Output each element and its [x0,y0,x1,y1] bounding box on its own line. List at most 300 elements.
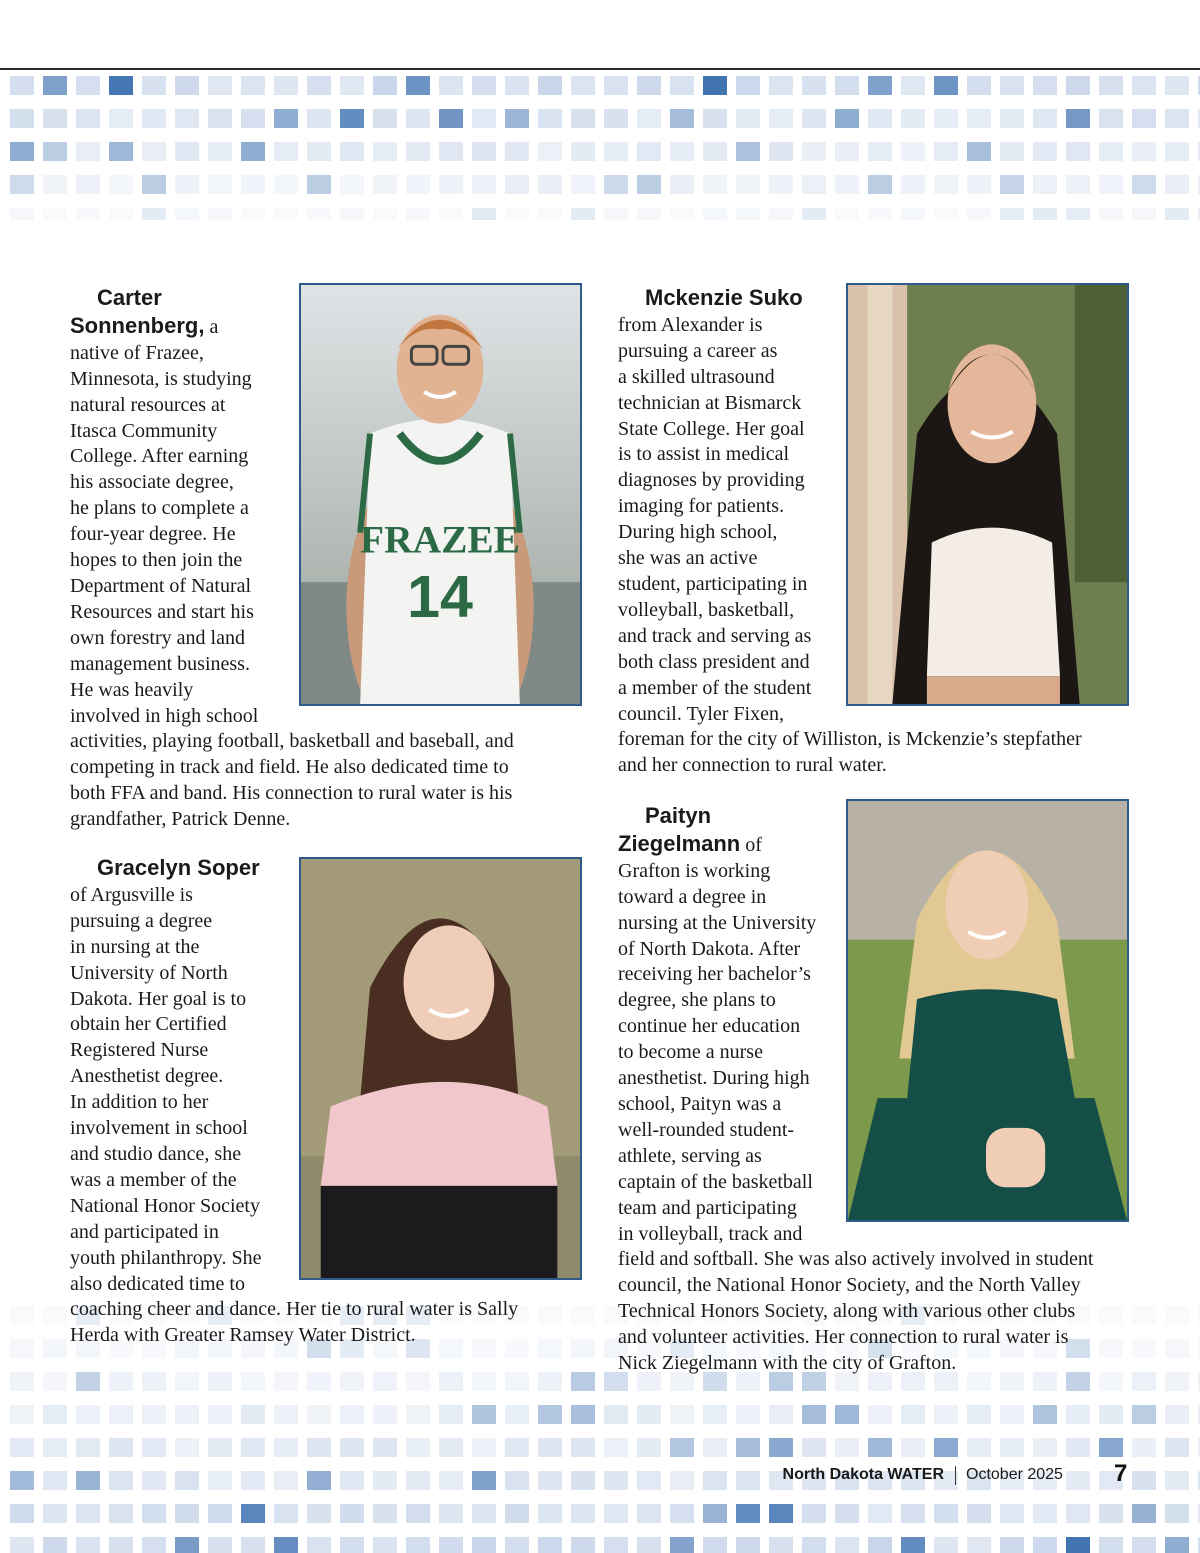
profile-text-line: obtain her Certified [70,1013,227,1036]
pattern-tile [505,1438,529,1457]
pattern-tile [307,109,331,128]
profile-text-line: captain of the basketball [618,1170,813,1193]
pattern-tile [373,1537,397,1553]
pattern-tile [109,76,133,95]
pattern-tile [670,175,694,194]
pattern-tile [670,109,694,128]
pattern-tile [439,1438,463,1457]
pattern-tile [43,76,67,95]
pattern-tile [439,76,463,95]
profile-text-line: activities, playing football, basketball and baseball, and [70,730,514,753]
profile-name-cont: Ziegelmann [618,830,741,856]
pattern-tile [142,109,166,128]
decorative-tile-pattern-top [0,70,1200,220]
profile-text-line: well-rounded student- [618,1118,795,1141]
pattern-tile [538,208,562,220]
pattern-tile [10,208,34,220]
profile-name: Gracelyn Soper [97,855,260,880]
pattern-tile [142,208,166,220]
pattern-tile [538,76,562,95]
pattern-tile [604,76,628,95]
pattern-tile [10,1339,34,1358]
pattern-tile [835,76,859,95]
pattern-tile [571,175,595,194]
pattern-tile [1066,175,1090,194]
pattern-tile [340,1372,364,1391]
pattern-tile [1000,1438,1024,1457]
pattern-tile [901,76,925,95]
pattern-tile [373,109,397,128]
pattern-tile [208,1537,232,1553]
pattern-tile [835,208,859,220]
pattern-tile [934,175,958,194]
pattern-tile [604,109,628,128]
pattern-tile [274,109,298,128]
pattern-tile [703,1537,727,1553]
pattern-tile [802,1537,826,1553]
pattern-tile [340,1438,364,1457]
pattern-tile [10,1504,34,1523]
pattern-tile [967,142,991,161]
pattern-tile [1033,1405,1057,1424]
profile-text-line: Resources and start his [70,600,254,623]
pattern-tile [142,1438,166,1457]
pattern-tile [1033,1438,1057,1457]
pattern-tile [505,142,529,161]
pattern-tile [208,175,232,194]
pattern-tile [1099,142,1123,161]
profile-text-line: a [209,315,219,338]
pattern-tile [175,1405,199,1424]
pattern-tile [406,175,430,194]
pattern-tile [76,109,100,128]
pattern-tile [439,1537,463,1553]
pattern-tile [769,1438,793,1457]
pattern-tile [406,1537,430,1553]
pattern-tile [439,208,463,220]
pattern-tile [934,1504,958,1523]
pattern-tile [604,1537,628,1553]
pattern-tile [1165,142,1189,161]
pattern-tile [835,1405,859,1424]
pattern-tile [835,175,859,194]
pattern-tile [43,142,67,161]
pattern-tile [967,1504,991,1523]
profile-text-line: anesthetist. During high [618,1067,810,1090]
jersey-text: FRAZEE [360,517,520,562]
pattern-tile [637,1438,661,1457]
pattern-tile [967,1537,991,1553]
pattern-tile [109,1372,133,1391]
profile-name: Carter [97,285,162,310]
pattern-tile [373,208,397,220]
profile-text-line: technician at Bismarck [618,391,802,414]
pattern-tile [703,109,727,128]
pattern-tile [1099,1504,1123,1523]
pattern-tile [307,1504,331,1523]
pattern-tile [76,1438,100,1457]
pattern-tile [208,109,232,128]
pattern-tile [505,175,529,194]
profile-text-line: Anesthetist degree. [70,1065,224,1088]
profile-text-line: pursuing a degree [70,909,213,932]
profile-gracelyn-soper [70,855,590,1349]
pattern-tile [307,175,331,194]
pattern-tile [373,1405,397,1424]
pattern-tile [967,76,991,95]
pattern-tile [637,1504,661,1523]
pattern-tile [241,208,265,220]
profile-text-line: coaching cheer and dance. Her tie to rural water is Sally [70,1298,519,1321]
pattern-tile [868,1504,892,1523]
profile-text-line: Nick Ziegelmann with the city of Grafton. [618,1352,957,1375]
pattern-tile [736,208,760,220]
pattern-tile [1165,1537,1189,1553]
profile-text-line: is to assist in medical [618,443,790,466]
pattern-tile [571,1537,595,1553]
profile-text-line: both class president and [618,650,810,673]
pattern-tile [1066,1504,1090,1523]
pattern-tile [604,1438,628,1457]
profile-text-line: toward a degree in [618,885,767,908]
pattern-tile [10,1405,34,1424]
pattern-tile [241,142,265,161]
pattern-tile [1066,1405,1090,1424]
profile-name-cont: Sonnenberg, [70,312,205,338]
pattern-tile [10,142,34,161]
profile-text-line: a skilled ultrasound [618,365,775,388]
pattern-tile [109,1504,133,1523]
profile-text-line: school, Paityn was a [618,1092,782,1115]
pattern-tile [769,1537,793,1553]
pattern-tile [109,109,133,128]
profile-name: Paityn [645,803,712,828]
pattern-tile [769,109,793,128]
profile-text-line: council, the National Honor Society, and the North Valley [618,1274,1081,1297]
page-footer [0,1462,1200,1492]
pattern-tile [1165,1372,1189,1391]
pattern-tile [241,1438,265,1457]
pattern-tile [1099,1438,1123,1457]
pattern-tile [76,1504,100,1523]
pattern-tile [736,1504,760,1523]
pattern-tile [571,109,595,128]
profile-text-line: a member of the student [618,676,812,699]
pattern-tile [1000,175,1024,194]
pattern-tile [76,208,100,220]
pattern-tile [1132,1438,1156,1457]
pattern-tile [241,76,265,95]
profile-lines [618,859,1158,1377]
pattern-tile [670,1438,694,1457]
profile-text-line: and volunteer activities. Her connection to rural water is [618,1326,1069,1349]
pattern-tile [769,1405,793,1424]
profile-text-line: grandfather, Patrick Denne. [70,808,291,831]
pattern-tile [901,1438,925,1457]
pattern-tile [274,175,298,194]
pattern-tile [1165,1405,1189,1424]
pattern-tile [175,208,199,220]
pattern-tile [967,208,991,220]
pattern-tile [175,1504,199,1523]
pattern-tile [109,1405,133,1424]
pattern-tile [1000,1504,1024,1523]
pattern-tile [472,1504,496,1523]
pattern-tile [1165,1438,1189,1457]
profile-text-line: in volleyball, track and [618,1222,803,1245]
profile-text-line: from Alexander is [618,313,763,336]
profile-text-line: and studio dance, she [70,1142,242,1165]
pattern-tile [802,1405,826,1424]
profile-name: Mckenzie Suko [645,285,803,310]
pattern-tile [538,1372,562,1391]
profile-text-line: Registered Nurse [70,1039,209,1062]
pattern-tile [241,109,265,128]
pattern-tile [373,76,397,95]
pattern-tile [703,1504,727,1523]
profile-text-line: team and participating [618,1196,797,1219]
profile-text-line: his associate degree, [70,471,234,494]
pattern-tile [1165,76,1189,95]
pattern-tile [340,175,364,194]
pattern-tile [406,142,430,161]
pattern-tile [670,142,694,161]
pattern-tile [670,1537,694,1553]
pattern-tile [109,175,133,194]
pattern-tile [868,109,892,128]
pattern-tile [274,1438,298,1457]
pattern-tile [142,1405,166,1424]
pattern-tile [802,208,826,220]
pattern-tile [604,175,628,194]
pattern-tile [1066,1537,1090,1553]
pattern-tile [967,1405,991,1424]
pattern-tile [472,1438,496,1457]
pattern-tile [967,1438,991,1457]
pattern-tile [505,1504,529,1523]
pattern-tile [769,76,793,95]
pattern-tile [1099,1537,1123,1553]
pattern-tile [76,142,100,161]
pattern-tile [1132,1504,1156,1523]
pattern-tile [538,142,562,161]
pattern-tile [901,109,925,128]
profile-lines [618,313,1158,779]
pattern-tile [241,1537,265,1553]
pattern-tile [571,1438,595,1457]
pattern-tile [10,109,34,128]
pattern-tile [637,208,661,220]
pattern-tile [835,109,859,128]
pattern-tile [703,1405,727,1424]
pattern-tile [175,76,199,95]
pattern-tile [274,76,298,95]
pattern-tile [76,1537,100,1553]
pattern-tile [1132,142,1156,161]
pattern-tile [340,1504,364,1523]
pattern-tile [802,1438,826,1457]
pattern-tile [175,109,199,128]
pattern-tile [835,1504,859,1523]
pattern-tile [637,109,661,128]
pattern-tile [934,1405,958,1424]
pattern-tile [868,175,892,194]
pattern-tile [340,76,364,95]
pattern-tile [868,1537,892,1553]
pattern-tile [439,175,463,194]
pattern-tile [637,1405,661,1424]
profile-text-line: and participated in [70,1220,219,1243]
pattern-tile [142,142,166,161]
pattern-tile [43,175,67,194]
pattern-tile [109,142,133,161]
pattern-tile [10,76,34,95]
profile-text-line: continue her education [618,1015,801,1038]
pattern-tile [1033,175,1057,194]
pattern-tile [670,1405,694,1424]
pattern-tile [703,175,727,194]
profile-text-line: native of Frazee, [70,341,204,364]
pattern-tile [934,109,958,128]
pattern-tile [43,1372,67,1391]
profile-text-line: National Honor Society [70,1194,260,1217]
pattern-tile [142,76,166,95]
pattern-tile [505,1537,529,1553]
pattern-tile [835,1438,859,1457]
pattern-tile [1165,109,1189,128]
profile-text-line: He was heavily [70,678,194,701]
pattern-tile [802,175,826,194]
pattern-tile [1099,76,1123,95]
pattern-tile [10,1537,34,1553]
pattern-tile [637,1537,661,1553]
pattern-tile [1066,1438,1090,1457]
profile-text-line: nursing at the University [618,911,817,934]
pattern-tile [142,1372,166,1391]
pattern-tile [1066,142,1090,161]
profile-text-line: Technical Honors Society, along with various other clubs [618,1300,1076,1323]
pattern-tile [604,142,628,161]
profile-mckenzie-suko [618,285,1158,779]
pattern-tile [868,1438,892,1457]
pattern-tile [241,1405,265,1424]
pattern-tile [43,1438,67,1457]
profile-lines [70,883,590,1349]
pattern-tile [1033,76,1057,95]
pattern-tile [1165,175,1189,194]
pattern-tile [307,1438,331,1457]
profile-text-line: pursuing a career as [618,339,778,362]
pattern-tile [571,76,595,95]
publication-name: North Dakota WATER [782,1466,944,1483]
pattern-tile [373,1504,397,1523]
pattern-tile [307,1537,331,1553]
pattern-tile [538,1438,562,1457]
issue-date: October 2025 [966,1466,1063,1483]
pattern-tile [472,175,496,194]
pattern-tile [736,109,760,128]
pattern-tile [274,142,298,161]
profile-text-line: degree, she plans to [618,989,776,1012]
pattern-tile [637,142,661,161]
pattern-tile [241,1504,265,1523]
pattern-tile [472,1372,496,1391]
pattern-tile [505,1405,529,1424]
pattern-tile [1099,208,1123,220]
pattern-tile [76,1405,100,1424]
pattern-tile [307,1405,331,1424]
pattern-tile [406,76,430,95]
pattern-tile [340,1537,364,1553]
pattern-tile [406,1438,430,1457]
profile-text-line: council. Tyler Fixen, [618,702,784,725]
profile-paityn-ziegelmann [618,803,1158,1377]
pattern-tile [571,208,595,220]
profile-text-line: Herda with Greater Ramsey Water District. [70,1324,416,1347]
profile-text-line: Minnesota, is studying [70,367,252,390]
profile-text-line: also dedicated time to [70,1272,245,1295]
pattern-tile [142,175,166,194]
profile-text-line: in nursing at the [70,935,200,958]
pattern-tile [703,142,727,161]
pattern-tile [43,1405,67,1424]
profile-text-line: and track and serving as [618,624,812,647]
pattern-tile [208,1438,232,1457]
pattern-tile [373,1438,397,1457]
profile-text-line: she was an active [618,547,758,570]
pattern-tile [637,76,661,95]
pattern-tile [736,76,760,95]
pattern-tile [868,142,892,161]
pattern-tile [241,1372,265,1391]
pattern-tile [505,109,529,128]
pattern-tile [571,1504,595,1523]
pattern-tile [307,208,331,220]
pattern-tile [175,1537,199,1553]
profile-text-line: involvement in school [70,1117,248,1140]
profile-text-line: In addition to her [70,1091,209,1114]
profile-text-line: Itasca Community [70,419,218,442]
pattern-tile [208,1405,232,1424]
pattern-tile [406,208,430,220]
profile-text-line: to become a nurse [618,1041,763,1064]
pattern-tile [967,175,991,194]
pattern-tile [10,1372,34,1391]
pattern-tile [1099,1405,1123,1424]
pattern-tile [802,76,826,95]
pattern-tile [142,1537,166,1553]
pattern-tile [439,1372,463,1391]
pattern-tile [109,1537,133,1553]
pattern-tile [802,109,826,128]
profile-lines [70,341,590,833]
pattern-tile [43,1504,67,1523]
profile-text-line: foreman for the city of Williston, is Mckenzie’s stepfather [618,728,1082,751]
profile-text-line: of North Dakota. After [618,937,801,960]
pattern-tile [340,142,364,161]
pattern-tile [901,1504,925,1523]
pattern-tile [736,175,760,194]
pattern-tile [571,142,595,161]
pattern-tile [10,1306,34,1325]
pattern-tile [1000,142,1024,161]
pattern-tile [901,1537,925,1553]
pattern-tile [1132,175,1156,194]
pattern-tile [439,109,463,128]
profile-text-line: Grafton is working [618,859,771,882]
pattern-tile [472,1405,496,1424]
pattern-tile [406,1372,430,1391]
